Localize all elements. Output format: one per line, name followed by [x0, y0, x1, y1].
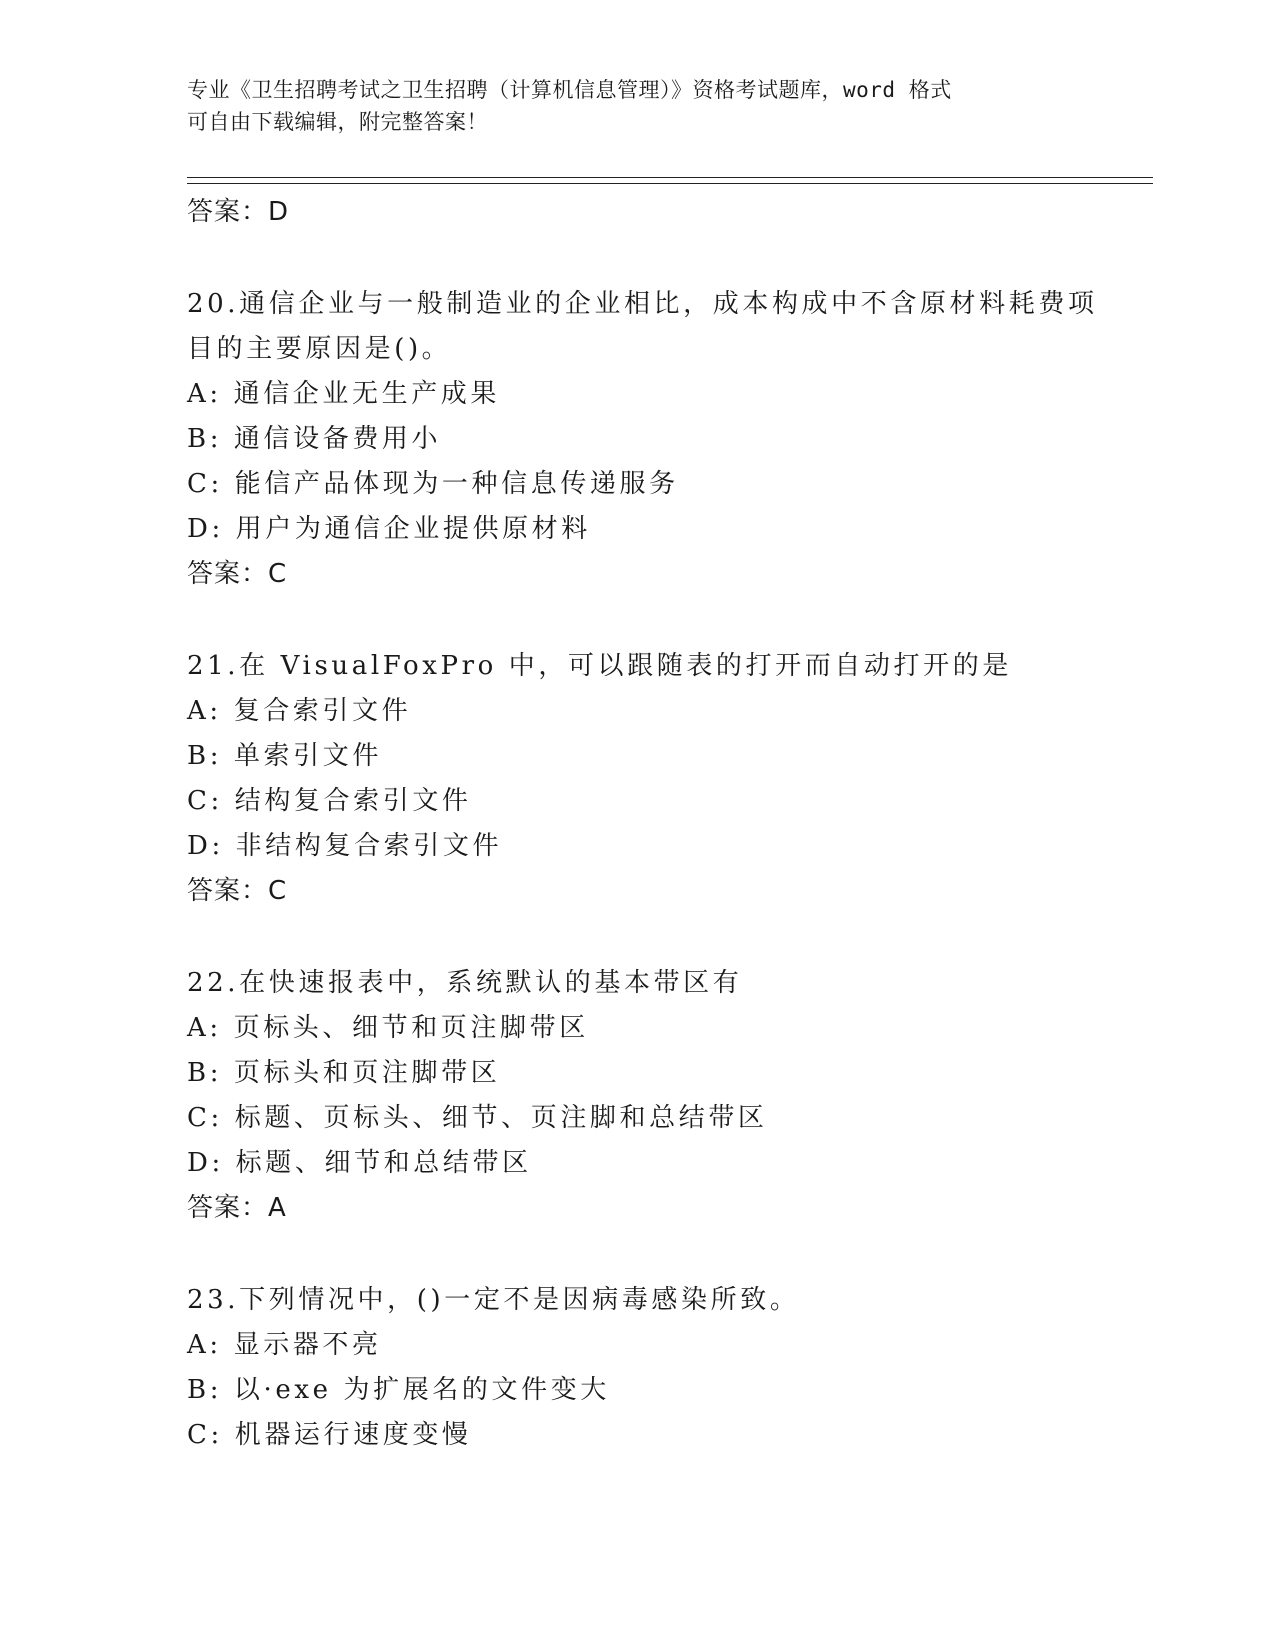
option-d: D: 非结构复合索引文件 — [187, 831, 503, 861]
option-c: C: 机器运行速度变慢 — [187, 1420, 472, 1450]
question-22 — [187, 961, 1147, 1231]
option-c: C: 结构复合索引文件 — [187, 786, 472, 816]
question-20 — [187, 282, 1147, 597]
option-a: A: 复合索引文件 — [187, 696, 412, 726]
spacer — [187, 914, 1147, 961]
header-divider-bottom — [187, 183, 1153, 184]
question-stem: 20.通信企业与一般制造业的企业相比，成本构成中不含原材料耗费项 — [187, 289, 1098, 319]
question-stem: 21.在 VisualFoxPro 中，可以跟随表的打开而自动打开的是 — [187, 651, 1012, 681]
document-header — [187, 74, 1087, 138]
question-list — [187, 190, 1147, 1458]
option-a: A: 页标头、细节和页注脚带区 — [187, 1013, 589, 1043]
option-d: D: 标题、细节和总结带区 — [187, 1148, 532, 1178]
answer-line: 答案：D — [187, 197, 290, 227]
option-b: B: 页标头和页注脚带区 — [187, 1058, 501, 1088]
answer-line: 答案：C — [187, 876, 288, 906]
question-21 — [187, 644, 1147, 914]
option-c: C: 能信产品体现为一种信息传递服务 — [187, 469, 679, 499]
option-b: B: 通信设备费用小 — [187, 424, 442, 454]
header-divider-top — [187, 177, 1153, 178]
header-line-2: 可自由下载编辑，附完整答案！ — [187, 110, 488, 134]
spacer — [187, 597, 1147, 644]
option-c: C: 标题、页标头、细节、页注脚和总结带区 — [187, 1103, 768, 1133]
question-stem: 22.在快速报表中，系统默认的基本带区有 — [187, 968, 743, 998]
option-a: A: 通信企业无生产成果 — [187, 379, 501, 409]
question-23 — [187, 1278, 1147, 1458]
header-line-1: 专业《卫生招聘考试之卫生招聘（计算机信息管理）》资格考试题库，word 格式 — [187, 78, 952, 102]
option-a: A: 显示器不亮 — [187, 1330, 382, 1360]
spacer — [187, 1231, 1147, 1278]
answer-line: 答案：C — [187, 559, 288, 589]
question-stem: 23.下列情况中，()一定不是因病毒感染所致。 — [187, 1285, 800, 1315]
question-stem-continued: 目的主要原因是()。 — [187, 334, 452, 364]
option-d: D: 用户为通信企业提供原材料 — [187, 514, 591, 544]
answer-line: 答案：A — [187, 1193, 287, 1223]
spacer — [187, 235, 1147, 282]
option-b: B: 单索引文件 — [187, 741, 382, 771]
option-b: B: 以·exe 为扩展名的文件变大 — [187, 1375, 610, 1405]
